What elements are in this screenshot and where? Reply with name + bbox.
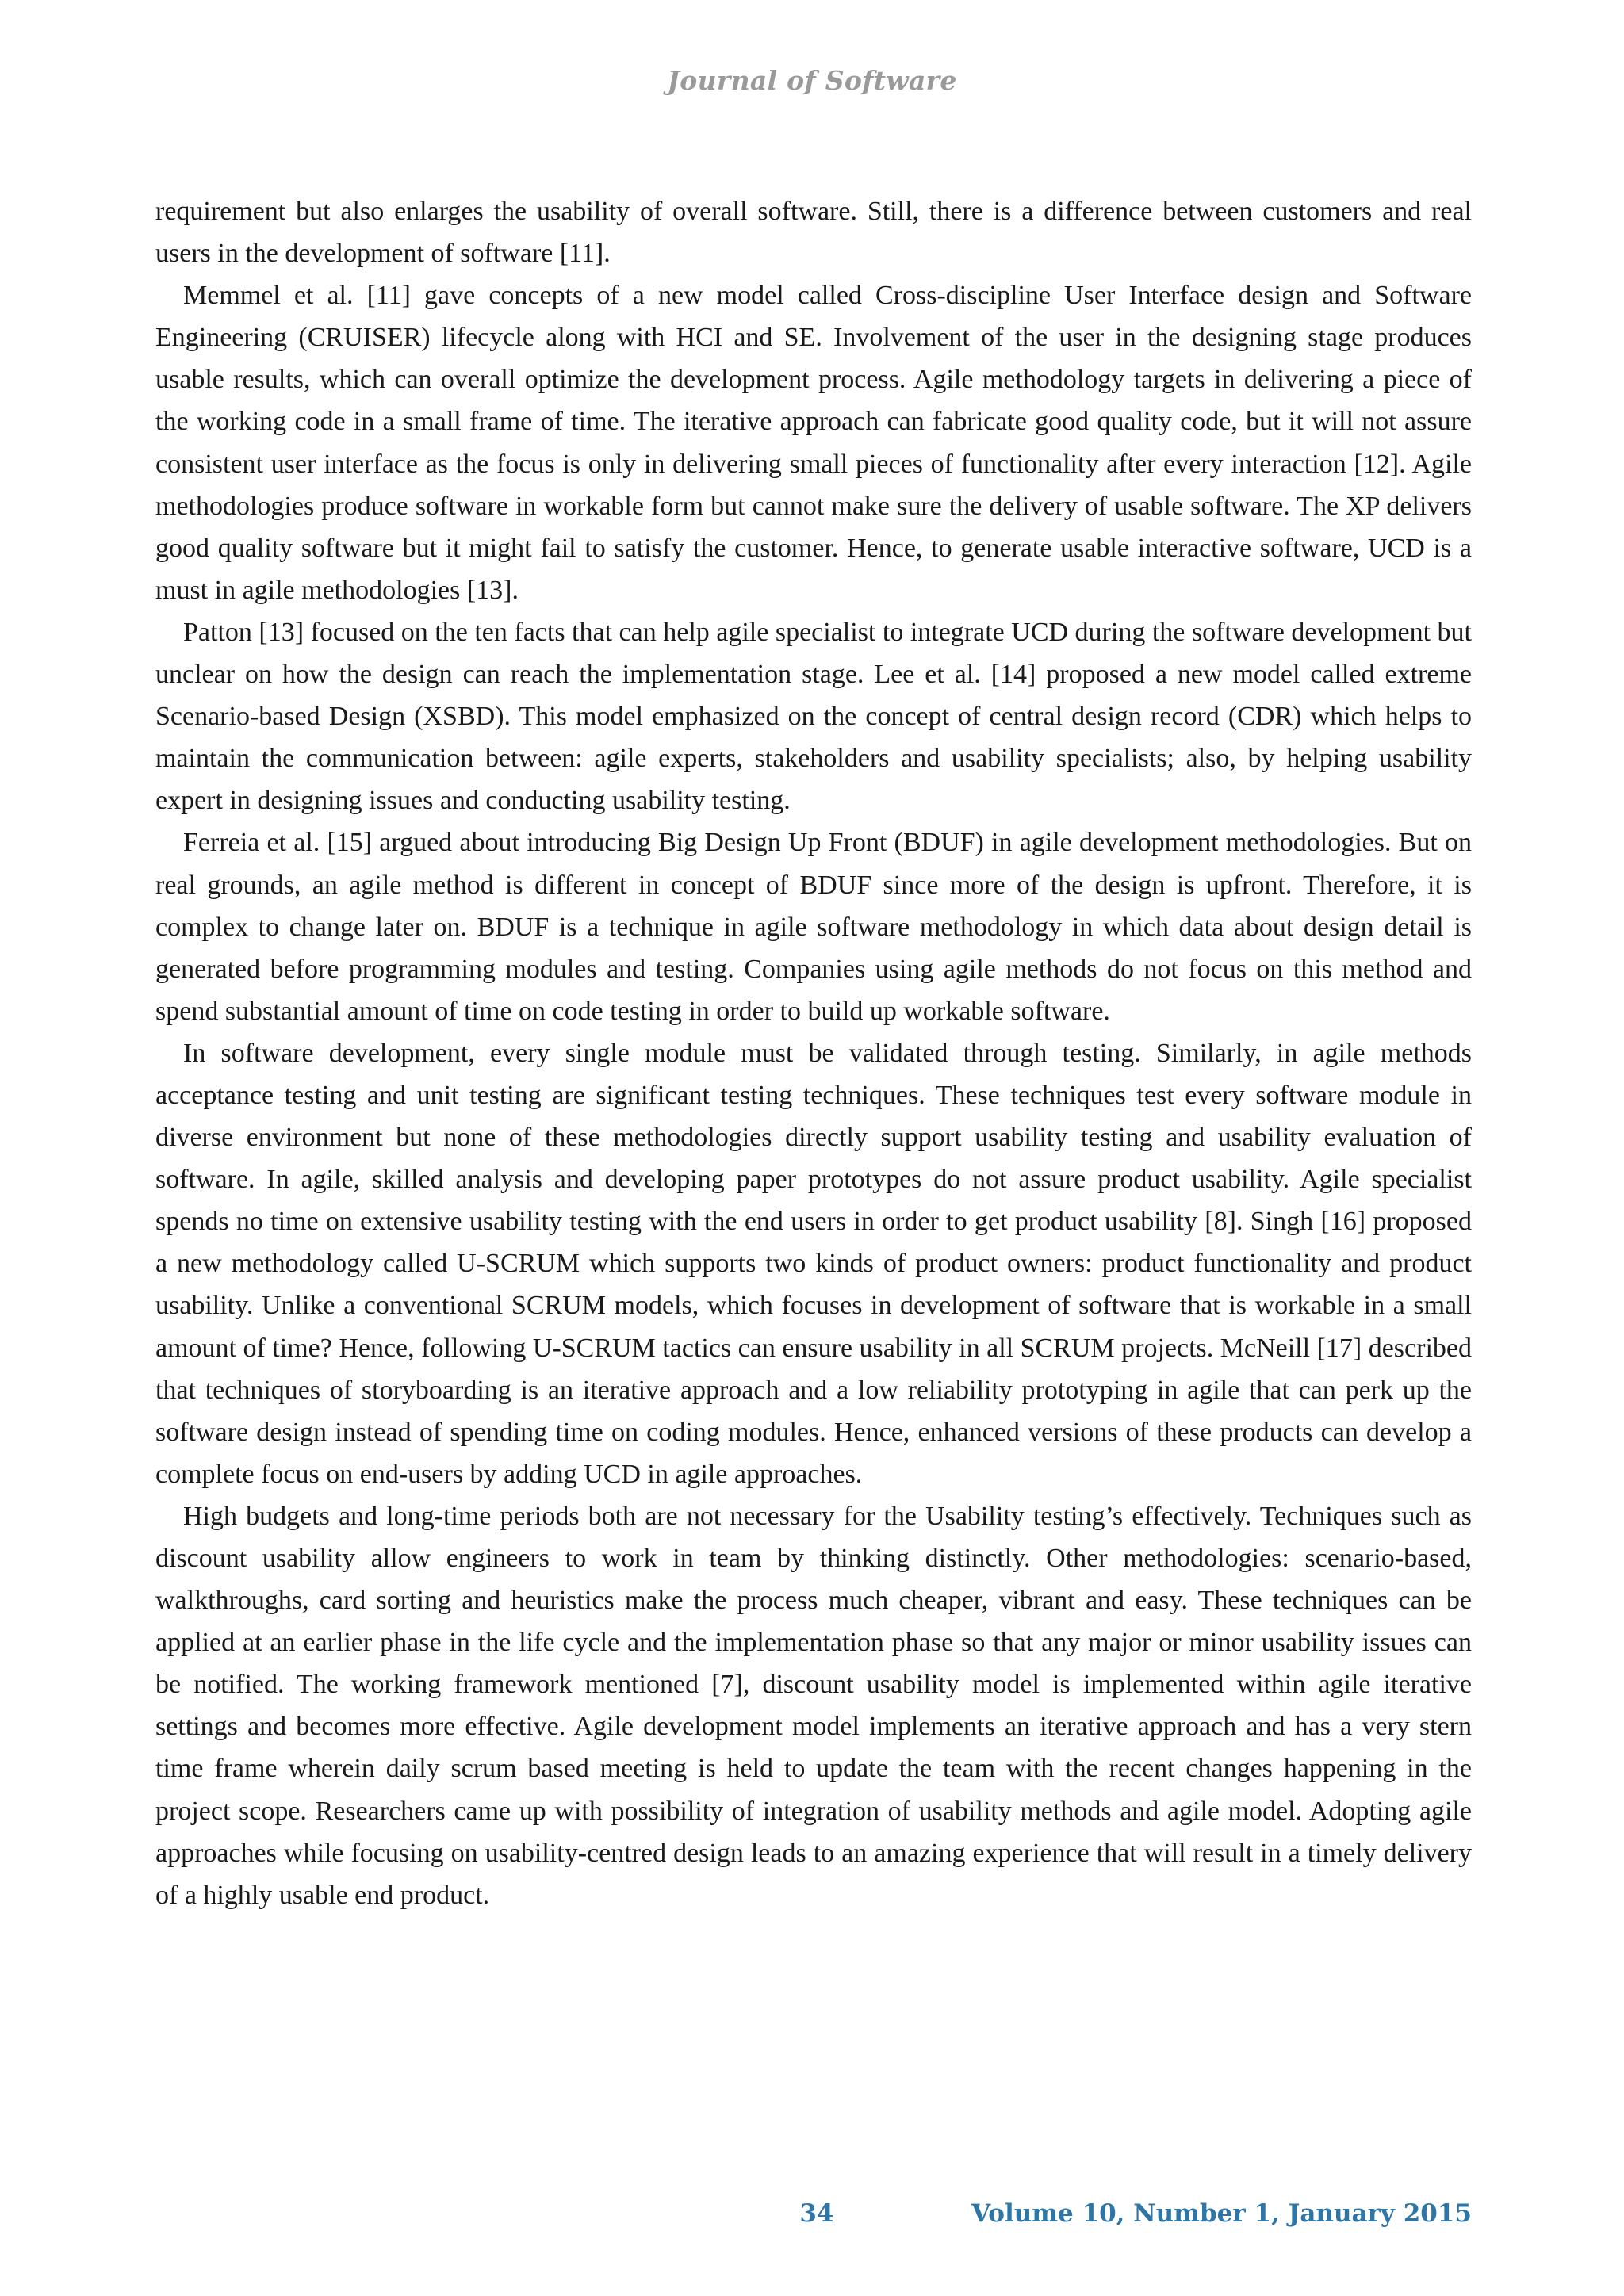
volume-info: Volume 10, Number 1, January 2015	[971, 2199, 1472, 2228]
journal-running-head: Journal of Software	[667, 65, 957, 96]
paragraph-4: Ferreia et al. [15] argued about introducing Big Design Up Front (BDUF) in agile development methodologies. But on real grounds, an agile method is different in concept of BDUF since more of the design is upfront. Therefore, it is complex to change later on. BDUF is a technique in agile software methodology in which data about design detail is generated before programming modules and testing. Companies using agile methods do not focus on this method and spend substantial amount of time on code testing in order to build up workable software.	[155, 828, 1472, 1026]
page-number: 34	[799, 2199, 834, 2228]
page-footer	[0, 2199, 1624, 2239]
paragraph-6: High budgets and long-time periods both are not necessary for the Usability testing’s effectively. Techniques such as discount usability allow engineers to work in team by thinking distinctly. Other methodologies: scenario-based, walkthroughs, card sorting and heuristics make the process much cheaper, vibrant and easy. These techniques can be applied at an earlier phase in the life cycle and the implementation phase so that any major or minor usability issues can be notified. The working framework mentioned [7], discount usability model is implemented within agile iterative settings and becomes more effective. Agile development model implements an iterative approach and has a very stern time frame wherein daily scrum based meeting is held to update the team with the recent changes happening in the project scope. Researchers came up with possibility of integration of usability methods and agile model. Adopting agile approaches while focusing on usability-centred design leads to an amazing experience that will result in a timely delivery of a highly usable end product.	[155, 1501, 1472, 1910]
paragraph-1: requirement but also enlarges the usability of overall software. Still, there is a difference between customers and real users in the development of software [11].	[155, 197, 1472, 269]
paragraph-5: In software development, every single module must be validated through testing. Similarly, in agile methods acceptance testing and unit testing are significant testing techniques. These techniques test every software module in diverse environment but none of these methodologies directly support usability testing and usability evaluation of software. In agile, skilled analysis and developing paper prototypes do not assure product usability. Agile specialist spends no time on extensive usability testing with the end users in order to get product usability [8]. Singh [16] proposed a new methodology called U-SCRUM which supports two kinds of product owners: product functionality and product usability. Unlike a conventional SCRUM models, which focuses in development of software that is workable in a small amount of time? Hence, following U-SCRUM tactics can ensure usability in all SCRUM projects. McNeill [17] described that techniques of storyboarding is an iterative approach and a low reliability prototyping in agile that can perk up the software design instead of spending time on coding modules. Hence, enhanced versions of these products can develop a complete focus on end-users by adding UCD in agile approaches.	[155, 1038, 1472, 1489]
paragraph-2: Memmel et al. [11] gave concepts of a new model called Cross-discipline User Interface design and Software Engineering (CRUISER) lifecycle along with HCI and SE. Involvement of the user in the designing stage produces usable results, which can overall optimize the development process. Agile methodology targets in delivering a piece of the working code in a small frame of time. The iterative approach can fabricate good quality code, but it will not assure consistent user interface as the focus is only in delivering small pieces of functionality after every interaction [12]. Agile methodologies produce software in workable form but cannot make sure the delivery of usable software. The XP delivers good quality software but it might fail to satisfy the customer. Hence, to generate usable interactive software, UCD is a must in agile methodologies [13].	[155, 281, 1472, 605]
paragraph-3: Patton [13] focused on the ten facts that can help agile specialist to integrate UCD during the software development but unclear on how the design can reach the implementation stage. Lee et al. [14] proposed a new model called extreme Scenario-based Design (XSBD). This model emphasized on the concept of central design record (CDR) which helps to maintain the communication between: agile experts, stakeholders and usability specialists; also, by helping usability expert in designing issues and conducting usability testing.	[155, 617, 1472, 816]
article-body	[155, 190, 1472, 1916]
